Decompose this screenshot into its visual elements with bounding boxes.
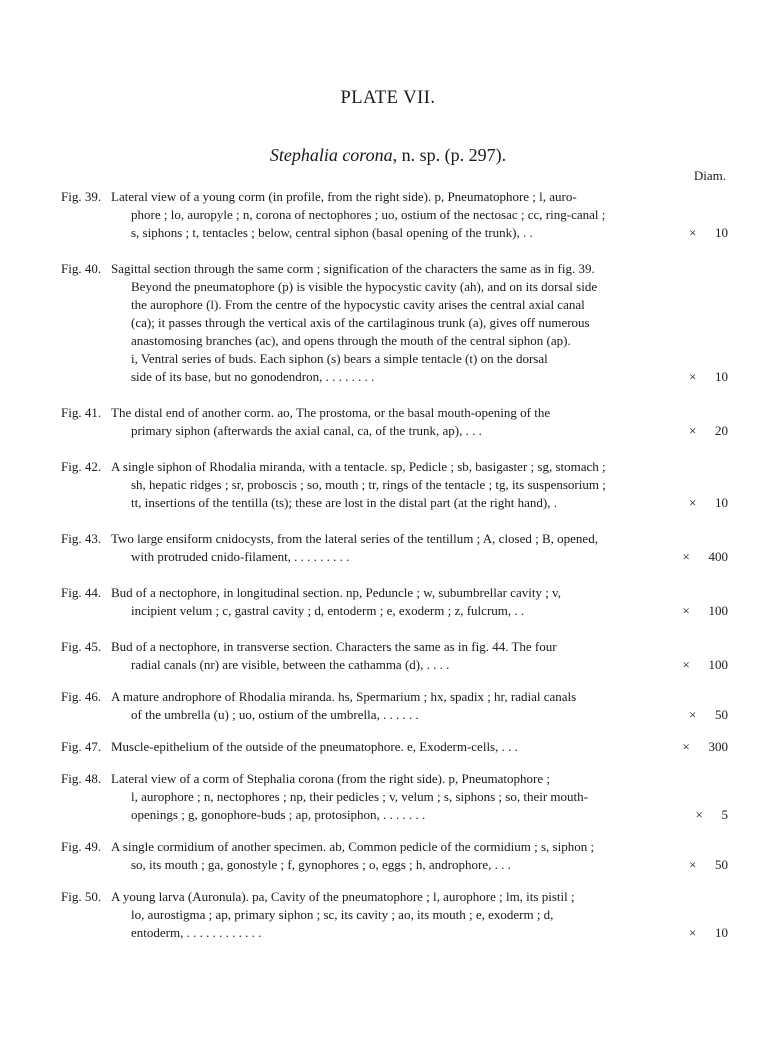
description-line: so, its mouth ; ga, gonostyle ; f, gynophores ; o, eggs ; h, androphore, . . . (131, 857, 511, 872)
figure-entry (0, 638, 776, 674)
description-line: The distal end of another corm. ao, The prostoma, or the basal mouth-opening of the (111, 405, 551, 420)
figure-entry (0, 688, 776, 724)
magnification (689, 494, 728, 512)
times-symbol: × (689, 369, 697, 384)
magnification-value: 10 (715, 495, 728, 510)
times-symbol: × (689, 495, 697, 510)
figure-entry (0, 838, 776, 874)
figure-description (111, 638, 671, 674)
magnification (689, 924, 728, 942)
figure-description (111, 530, 671, 566)
magnification-value: 100 (708, 603, 728, 618)
figure-label: Fig. 45. (61, 639, 102, 654)
description-line: radial canals (nr) are visible, between the cathamma (d), . . . . (131, 657, 450, 672)
times-symbol: × (695, 807, 703, 822)
description-line: primary siphon (afterwards the axial canal, ca, of the trunk, ap), . . . (131, 423, 482, 438)
description-line: with protruded cnido-filament, . . . . . . . . . (131, 549, 350, 564)
description-line: i, Ventral series of buds. Each siphon (s) bears a simple tentacle (t) on the dorsal (131, 351, 548, 366)
figure-label: Fig. 47. (61, 739, 102, 754)
figure-entry (0, 584, 776, 620)
description-line: side of its base, but no gonodendron, . . . . . . . . (131, 369, 375, 384)
description-line: Muscle-epithelium of the outside of the pneumatophore. e, Exoderm-cells, . . . (111, 739, 518, 754)
times-symbol: × (689, 925, 697, 940)
description-line: s, siphons ; t, tentacles ; below, central siphon (basal opening of the trunk), . . (131, 225, 533, 240)
figure-list (0, 188, 776, 956)
magnification-value: 100 (708, 657, 728, 672)
figure-label: Fig. 46. (61, 689, 102, 704)
description-line: the aurophore (l). From the centre of the hypocystic cavity arises the central axial canal (131, 297, 585, 312)
subtitle-reference: , n. sp. (p. 297). (392, 145, 507, 165)
magnification-value: 10 (715, 225, 728, 240)
figure-description (111, 770, 671, 824)
times-symbol: × (682, 739, 690, 754)
description-line: phore ; lo, auropyle ; n, corona of nectophores ; uo, ostium of the nectosac ; cc, ring-canal ; (131, 207, 606, 222)
figure-description (111, 584, 671, 620)
plate-title: PLATE VII. (340, 88, 436, 108)
times-symbol: × (682, 603, 690, 618)
figure-entry (0, 404, 776, 440)
magnification-value: 20 (715, 423, 728, 438)
figure-label: Fig. 48. (61, 771, 102, 786)
description-line: Lateral view of a young corm (in profile, from the right side). p, Pneumatophore ; l, auro- (111, 189, 577, 204)
figure-label: Fig. 49. (61, 839, 102, 854)
description-line: Lateral view of a corm of Stephalia corona (from the right side). p, Pneumatophore ; (111, 771, 550, 786)
figure-entry (0, 738, 776, 756)
description-line: entoderm, . . . . . . . . . . . . (131, 925, 262, 940)
figure-label: Fig. 44. (61, 585, 102, 600)
description-line: (ca); it passes through the vertical axis of the cartilaginous trunk (a), gives off numerous (131, 315, 590, 330)
times-symbol: × (682, 549, 690, 564)
figure-description (111, 888, 671, 942)
figure-description (111, 738, 671, 756)
figure-label: Fig. 41. (61, 405, 102, 420)
magnification (689, 422, 728, 440)
description-line: l, aurophore ; n, nectophores ; np, their pedicles ; v, velum ; s, siphons ; so, their mouth- (131, 789, 588, 804)
times-symbol: × (689, 423, 697, 438)
figure-entry (0, 188, 776, 242)
description-line: A young larva (Auronula). pa, Cavity of the pneumatophore ; l, aurophore ; lm, its pistil ; (111, 889, 575, 904)
description-line: A single cormidium of another specimen. ab, Common pedicle of the cormidium ; s, siphon ; (111, 839, 595, 854)
figure-description (111, 404, 671, 440)
magnification (689, 856, 728, 874)
figure-description (111, 688, 671, 724)
diam-header: Diam. (693, 168, 726, 183)
description-line: Sagittal section through the same corm ; signification of the characters the same as in fig. 39. (111, 261, 595, 276)
times-symbol: × (689, 225, 697, 240)
description-line: of the umbrella (u) ; uo, ostium of the umbrella, . . . . . . (131, 707, 419, 722)
description-line: incipient velum ; c, gastral cavity ; d, entoderm ; e, exoderm ; z, fulcrum, . . (131, 603, 525, 618)
magnification (689, 368, 728, 386)
figure-entry (0, 260, 776, 386)
figure-entry (0, 770, 776, 824)
description-line: openings ; g, gonophore-buds ; ap, protosiphon, . . . . . . . (131, 807, 426, 822)
figure-entry (0, 458, 776, 512)
figure-label: Fig. 43. (61, 531, 102, 546)
description-line: sh, hepatic ridges ; sr, proboscis ; so, mouth ; tr, rings of the tentacle ; tg, its suspensorium ; (131, 477, 606, 492)
figure-entry (0, 530, 776, 566)
times-symbol: × (689, 857, 697, 872)
description-line: A mature androphore of Rhodalia miranda. hs, Spermarium ; hx, spadix ; hr, radial canals (111, 689, 577, 704)
magnification (689, 224, 728, 242)
magnification (683, 548, 729, 566)
description-line: A single siphon of Rhodalia miranda, with a tentacle. sp, Pedicle ; sb, basigaster ; sg, stomach ; (111, 459, 606, 474)
magnification (683, 656, 729, 674)
figure-label: Fig. 42. (61, 459, 102, 474)
description-line: Bud of a nectophore, in longitudinal section. np, Peduncle ; w, subumbrellar cavity ; v, (111, 585, 561, 600)
figure-entry (0, 888, 776, 942)
magnification (683, 738, 729, 756)
magnification-value: 400 (708, 549, 728, 564)
figure-label: Fig. 39. (61, 189, 102, 204)
figure-label: Fig. 40. (61, 261, 102, 276)
magnification (696, 806, 729, 824)
description-line: tt, insertions of the tentilla (ts); these are lost in the distal part (at the right hand), . (131, 495, 558, 510)
description-line: Bud of a nectophore, in transverse section. Characters the same as in fig. 44. The four (111, 639, 557, 654)
species-name: Stephalia corona (269, 145, 393, 165)
times-symbol: × (682, 657, 690, 672)
magnification-value: 5 (721, 807, 728, 822)
figure-description (111, 458, 671, 512)
description-line: lo, aurostigma ; ap, primary siphon ; sc, its cavity ; ao, its mouth ; e, exoderm ; d, (131, 907, 554, 922)
magnification-value: 50 (715, 707, 728, 722)
times-symbol: × (689, 707, 697, 722)
figure-description (111, 260, 671, 386)
magnification (683, 602, 729, 620)
description-line: anastomosing branches (ac), and opens through the mouth of the central siphon (ap). (131, 333, 571, 348)
plate-subtitle (0, 145, 776, 166)
magnification-value: 10 (715, 925, 728, 940)
figure-label: Fig. 50. (61, 889, 102, 904)
magnification-value: 300 (708, 739, 728, 754)
figure-description (111, 838, 671, 874)
magnification (689, 706, 728, 724)
description-line: Two large ensiform cnidocysts, from the lateral series of the tentillum ; A, closed ; B, opened, (111, 531, 598, 546)
figure-description (111, 188, 671, 242)
description-line: Beyond the pneumatophore (p) is visible the hypocystic cavity (ah), and on its dorsal side (131, 279, 598, 294)
magnification-value: 10 (715, 369, 728, 384)
magnification-value: 50 (715, 857, 728, 872)
